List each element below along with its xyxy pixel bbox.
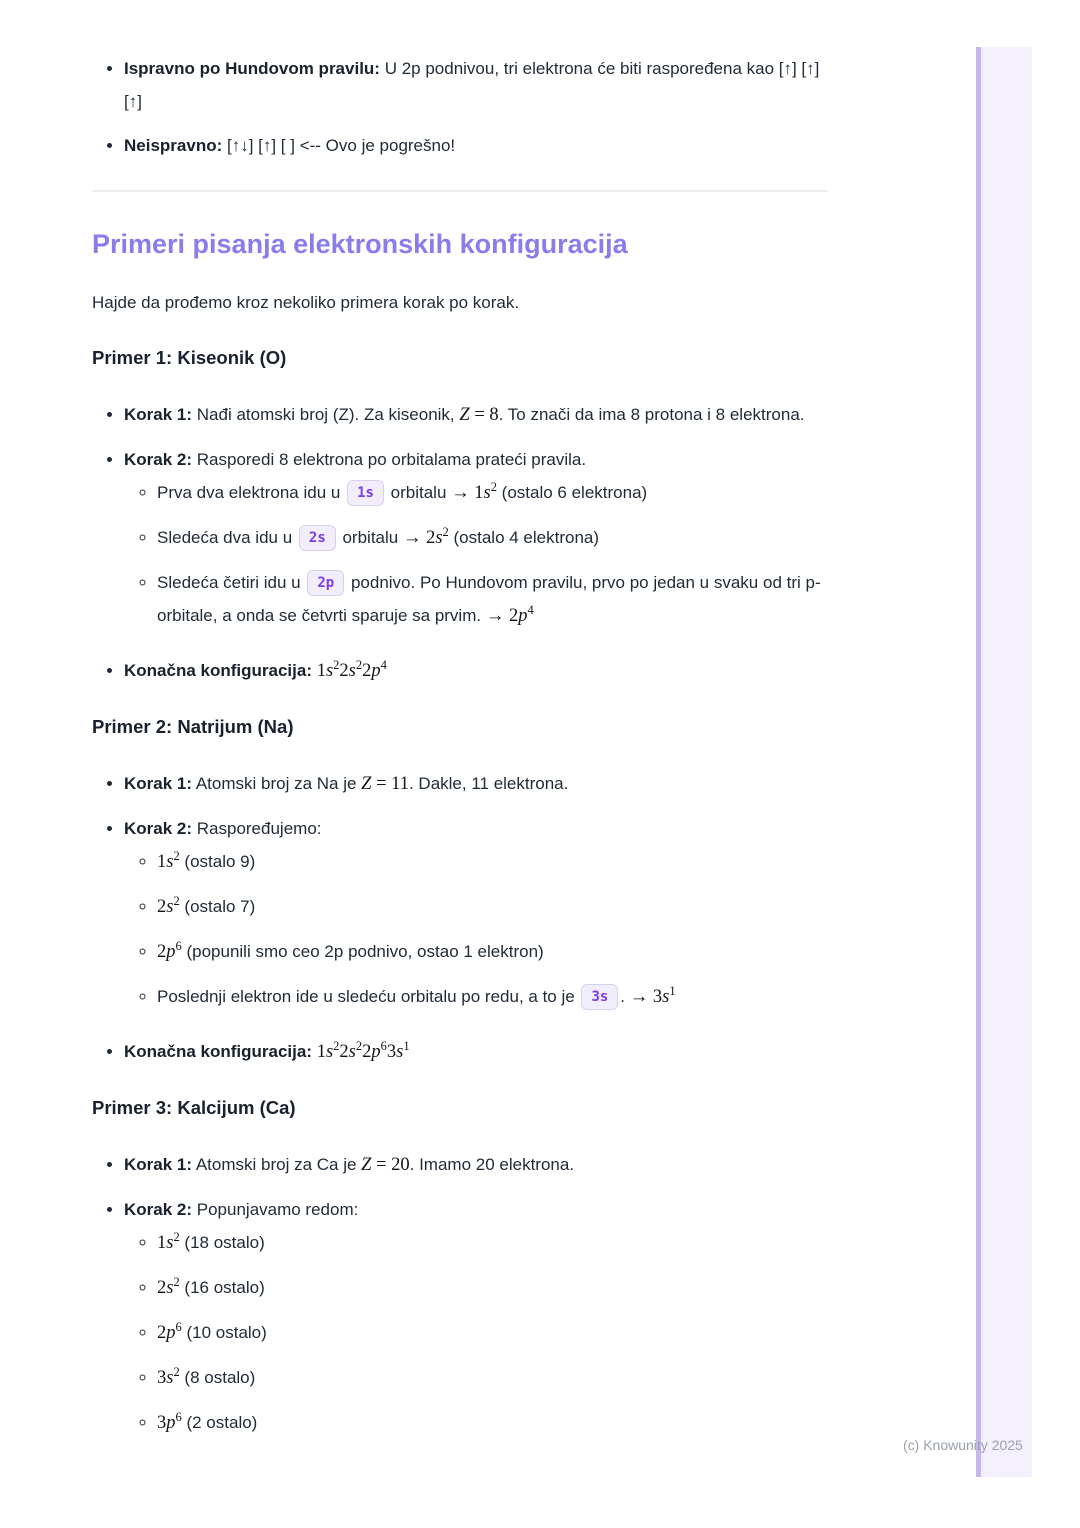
item-label: Konačna konfiguracija: — [124, 661, 312, 680]
math-inline: $3s^2$ — [157, 1364, 180, 1388]
item-text: Prva dva elektrona idu u — [157, 483, 346, 502]
list-item-sub — [157, 476, 828, 510]
math-inline: Z = 8 — [459, 405, 499, 425]
item-text: (16 ostalo) — [179, 1278, 265, 1297]
orbital-chip-2p: 2p — [307, 570, 344, 596]
item-text: Atomski broj za Ca je — [192, 1155, 362, 1174]
item-text: Rasporedi 8 elektrona po orbitalama prateći pravila. — [192, 450, 587, 469]
item-label: Korak 1: — [124, 405, 193, 424]
math-inline: $3p^6$ — [157, 1409, 182, 1433]
item-text: (ostalo 4 elektrona) — [448, 528, 600, 547]
math-inline: Z = 11 — [361, 774, 409, 794]
item-text: (8 ostalo) — [179, 1368, 256, 1387]
list-item-korak2 — [124, 443, 828, 633]
math-inline: Z = 20 — [361, 1155, 410, 1175]
item-text: U 2p podnivou, tri elektrona će biti raspoređena kao [↑] [↑] [↑] — [124, 59, 820, 111]
item-text: orbitalu — [385, 483, 452, 502]
item-label: Ispravno po Hundovom pravilu: — [124, 59, 380, 78]
section-title: Primeri pisanja elektronskih konfiguracija — [92, 229, 628, 259]
item-text: Sledeća četiri idu u — [157, 573, 306, 592]
item-text: [↑↓] [↑] [ ] <-- Ovo je pogrešno! — [222, 136, 456, 155]
math-inline: $1s^2$ — [157, 848, 180, 872]
math-inline: $2s^2$ — [157, 893, 180, 917]
list-item-korak1 — [124, 398, 828, 432]
item-text: (18 ostalo) — [179, 1233, 265, 1252]
item-text: (2 ostalo) — [181, 1413, 258, 1432]
item-text: Nađi atomski broj (Z). Za kiseonik, — [192, 405, 460, 424]
list-item-sub — [157, 1361, 828, 1395]
example1-steps — [92, 398, 828, 688]
list-item-sub — [157, 1271, 828, 1305]
list-item-sub — [157, 566, 828, 633]
list-item-sub — [157, 845, 828, 879]
item-text: (ostalo 7) — [179, 897, 256, 916]
item-text — [312, 1042, 317, 1061]
hund-rule-list — [92, 52, 828, 162]
example3-steps — [92, 1148, 828, 1440]
item-text: (10 ostalo) — [181, 1323, 267, 1342]
section-divider — [92, 190, 828, 192]
item-text: . Imamo 20 elektrona. — [409, 1155, 575, 1174]
example1-heading: Primer 1: Kiseonik (O) — [92, 347, 287, 368]
item-text: . To znači da ima 8 protona i 8 elektrona. — [498, 405, 805, 424]
list-item-final-config — [124, 1035, 828, 1069]
list-item-sub — [157, 521, 828, 555]
item-label: Korak 2: — [124, 819, 193, 838]
math-inline: $2s^2$ — [157, 1274, 180, 1298]
math-inline: $2p^6$ — [157, 1319, 182, 1343]
math-inline: → $3s^1$ — [629, 983, 676, 1007]
example2-steps — [92, 767, 828, 1069]
item-text: . — [620, 987, 630, 1006]
section-intro: Hajde da prođemo kroz nekoliko primera korak po korak. — [92, 293, 520, 312]
list-item-korak1 — [124, 1148, 828, 1182]
list-item-correct — [124, 52, 828, 118]
copyright-notice: (c) Knowunity 2025 — [903, 1437, 1023, 1453]
math-inline: $1s^22s^22p^4$ — [316, 657, 387, 681]
example3-substeps — [124, 1226, 828, 1440]
orbital-chip-2s: 2s — [299, 525, 336, 551]
item-text: Poslednji elektron ide u sledeću orbitalu po redu, a to je — [157, 987, 580, 1006]
orbital-chip-3s: 3s — [581, 984, 618, 1010]
item-text: Raspoređujemo: — [192, 819, 322, 838]
math-inline: $1s^22s^22p^63s^1$ — [316, 1038, 410, 1062]
orbital-chip-1s: 1s — [347, 480, 384, 506]
item-text: podnivo. Po Hundovom pravilu, prvo po jedan u svaku od tri p-orbitale, a onda se četvrti sparuje sa prvim. — [157, 573, 821, 625]
item-text: (ostalo 9) — [179, 852, 256, 871]
side-highlight-line — [976, 47, 981, 1477]
item-text: (popunili smo ceo 2p podnivo, ostao 1 elektron) — [181, 942, 544, 961]
math-inline: → $1s^2$ — [451, 479, 497, 503]
math-inline: $2p^6$ — [157, 938, 182, 962]
item-label: Neispravno: — [124, 136, 223, 155]
side-highlight-panel — [981, 47, 1032, 1477]
item-label: Korak 2: — [124, 1200, 193, 1219]
list-item-sub — [157, 1316, 828, 1350]
item-text — [312, 661, 317, 680]
list-item-final-config — [124, 654, 828, 688]
item-label: Korak 1: — [124, 1155, 193, 1174]
item-label: Korak 2: — [124, 450, 193, 469]
example1-substeps — [124, 476, 828, 633]
item-label: Konačna konfiguracija: — [124, 1042, 312, 1061]
math-inline: → $2s^2$ — [402, 524, 449, 548]
list-item-korak2 — [124, 1193, 828, 1440]
item-text: Sledeća dva idu u — [157, 528, 297, 547]
list-item-incorrect — [124, 129, 828, 162]
example3-heading: Primer 3: Kalcijum (Ca) — [92, 1097, 296, 1118]
example2-substeps — [124, 845, 828, 1014]
list-item-sub — [157, 935, 828, 969]
item-text: Popunjavamo redom: — [192, 1200, 359, 1219]
item-label: Korak 1: — [124, 774, 193, 793]
item-text: Atomski broj za Na je — [192, 774, 362, 793]
item-text: orbitalu — [337, 528, 403, 547]
example2-heading: Primer 2: Natrijum (Na) — [92, 716, 294, 737]
list-item-sub — [157, 1406, 828, 1440]
list-item-sub — [157, 890, 828, 924]
item-text: (ostalo 6 elektrona) — [496, 483, 648, 502]
math-inline: $1s^2$ — [157, 1229, 180, 1253]
list-item-korak2 — [124, 812, 828, 1014]
item-text: . Dakle, 11 elektrona. — [408, 774, 569, 793]
list-item-sub — [157, 1226, 828, 1260]
list-item-korak1 — [124, 767, 828, 801]
document-content — [92, 44, 828, 1461]
list-item-sub — [157, 980, 828, 1014]
math-inline: → $2p^4$ — [485, 602, 534, 626]
